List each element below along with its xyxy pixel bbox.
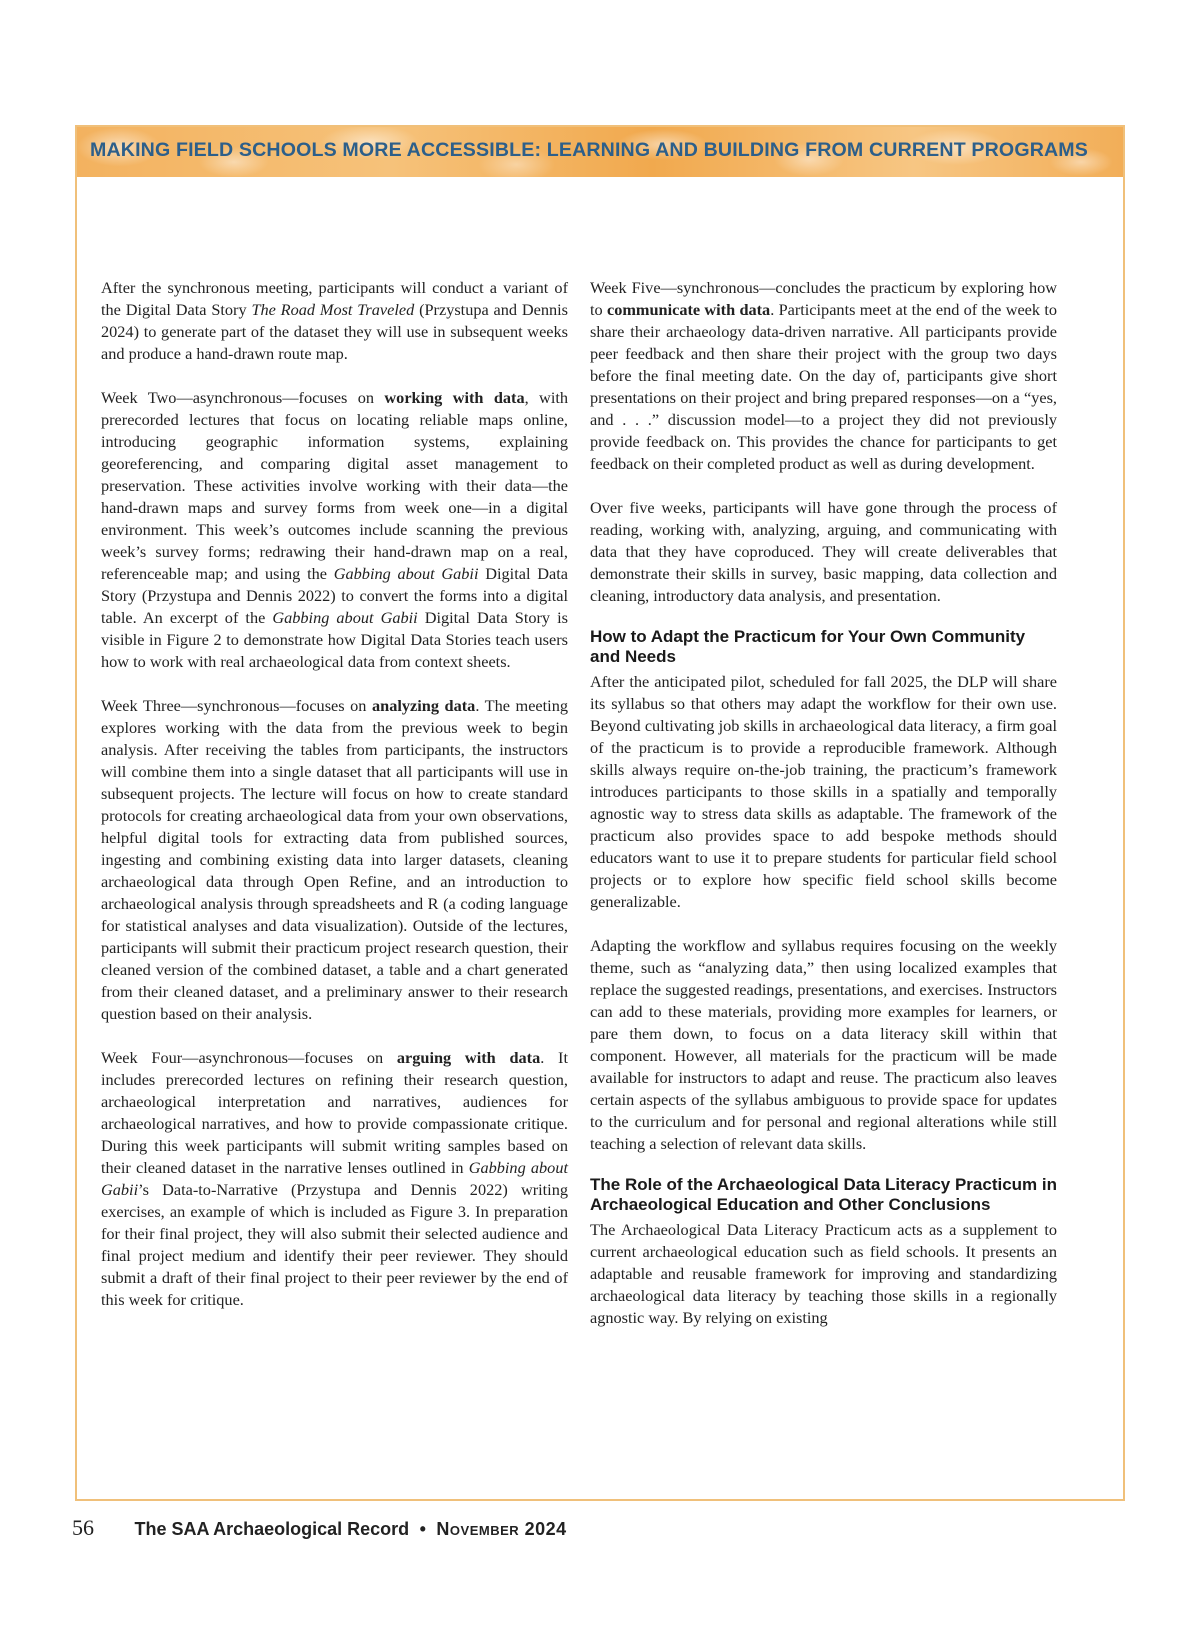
section-banner — [77, 127, 1123, 177]
paragraph-adapt-1: After the anticipated pilot, scheduled for fall 2025, the DLP will share its syllabus so that others may adapt the workflow for their own use. Beyond cultivating job skills in archaeological data literacy, a firm goal of the practicum is to provide a reproducible framework. Although skills always require on-the-job training, the practicum’s framework introduces participants to those skills in a spatially and temporally agnostic way to stress data skills as adaptable. The framework of the practicum also provides space to add bespoke methods should educators want to use it to prepare students for particular field school projects or to explore how specific field school skills become generalizable. — [590, 672, 1057, 911]
page-number: 56 — [72, 1515, 94, 1540]
journal-title: The SAA Archaeological Record — [134, 1519, 410, 1539]
feature-frame — [75, 125, 1125, 1501]
banner-title: MAKING FIELD SCHOOLS MORE ACCESSIBLE: LEARNING AND BUILDING FROM CURRENT PROGRAMS — [90, 139, 1088, 161]
issue-date: November 2024 — [436, 1519, 567, 1539]
paragraph-week-two: Week Two—asynchronous—focuses on working with data, with prerecorded lectures that focus on locating reliable maps online, introducing geographic information systems, explaining georeferencing, and comparing digital asset management to preservation. These activities involve working with their data—the hand-drawn maps and survey forms from week one—in a digital environment. This week’s outcomes include scanning the previous week’s survey forms; redrawing their hand-drawn map on a real, referenceable map; and using the Gabbing about Gabii Digital Data Story (Przystupa and Dennis 2022) to convert the forms into a digital table. An excerpt of the Gabbing about Gabii Digital Data Story is visible in Figure 2 to demonstrate how Digital Data Stories teach users how to work with real archaeological data from context sheets. — [101, 388, 569, 671]
left-column — [101, 277, 568, 1311]
paragraph-intro: After the synchronous meeting, participants will conduct a variant of the Digital Data Story The Road Most Traveled (Przystupa and Dennis 2024) to generate part of the dataset they will use in subsequent weeks and produce a hand-drawn route map. — [101, 278, 568, 363]
paragraph-summary: Over five weeks, participants will have gone through the process of reading, working with, analyzing, arguing, and communicating with data that they have coproduced. They will create deliverables that demonstrate their skills in survey, basic mapping, data collection and cleaning, introductory data analysis, and presentation. — [590, 498, 1057, 605]
paragraph-week-three: Week Three—synchronous—focuses on analyzing data. The meeting explores working with the data from the previous week to begin analysis. After receiving the tables from participants, the instructors will combine them into a single dataset that all participants will use in subsequent projects. The lecture will focus on how to create standard protocols for creating archaeological data from your own observations, helpful digital tools for extracting data from published sources, ingesting and combining existing data into larger datasets, cleaning archaeological data through Open Refine, and an introduction to archaeological analysis through spreadsheets and R (a coding language for statistical analyses and data visualization). Outside of the lectures, participants will submit their practicum project research question, their cleaned version of the combined dataset, a table and a chart generated from their cleaned dataset, and a preliminary answer to their research question based on their analysis. — [101, 696, 568, 1023]
paragraph-week-four: Week Four—asynchronous—focuses on arguing with data. It includes prerecorded lectures on refining their research question, archaeological interpretation and narratives, audiences for archaeological narratives, and how to provide compassionate critique. During this week participants will submit writing samples based on their cleaned dataset in the narrative lenses outlined in Gabbing about Gabii’s Data-to-Narrative (Przystupa and Dennis 2022) writing exercises, an example of which is included as Figure 3. In preparation for their final project, they will also submit their selected audience and final project medium and identify their peer reviewer. They should submit a draft of their final project to their peer reviewer by the end of this week for critique. — [101, 1048, 568, 1309]
page-footer — [72, 1515, 567, 1541]
heading-adapt-practicum: How to Adapt the Practicum for Your Own Community and Needs — [590, 627, 1026, 666]
footer-separator: • — [419, 1519, 426, 1539]
right-column — [590, 277, 1057, 1329]
heading-role-practicum: The Role of the Archaeological Data Literacy Practicum in Archaeological Education and Other Conclusions — [590, 1175, 1057, 1214]
paragraph-adapt-2: Adapting the workflow and syllabus requires focusing on the weekly theme, such as “analyzing data,” then using localized examples that replace the suggested readings, presentations, and exercises. Instructors can add to these materials, providing more examples for learners, or pare them down, to focus on a data literacy skill within that component. However, all materials for the practicum will be made available for instructors to adapt and reuse. The practicum also leaves certain aspects of the syllabus ambiguous to provide space for updates to the curriculum and for personal and regional alterations while still teaching a selection of relevant data skills. — [590, 936, 1057, 1153]
paragraph-role: The Archaeological Data Literacy Practicum acts as a supplement to current archaeological education such as field schools. It presents an adaptable and reusable framework for improving and standardizing archaeological data literacy by teaching those skills in a regionally agnostic way. By relying on existing — [590, 1220, 1057, 1327]
paragraph-week-five: Week Five—synchronous—concludes the practicum by exploring how to communicate with data. Participants meet at the end of the week to share their archaeology data-driven narrative. All participants provide peer feedback and then share their project with the group two days before the final meeting date. On the day of, participants give short presentations on their project and bring prepared responses—on a “yes, and . . .” discussion model—to a project they did not previously provide feedback on. This provides the chance for participants to get feedback on their completed product as well as during development. — [590, 278, 1057, 473]
